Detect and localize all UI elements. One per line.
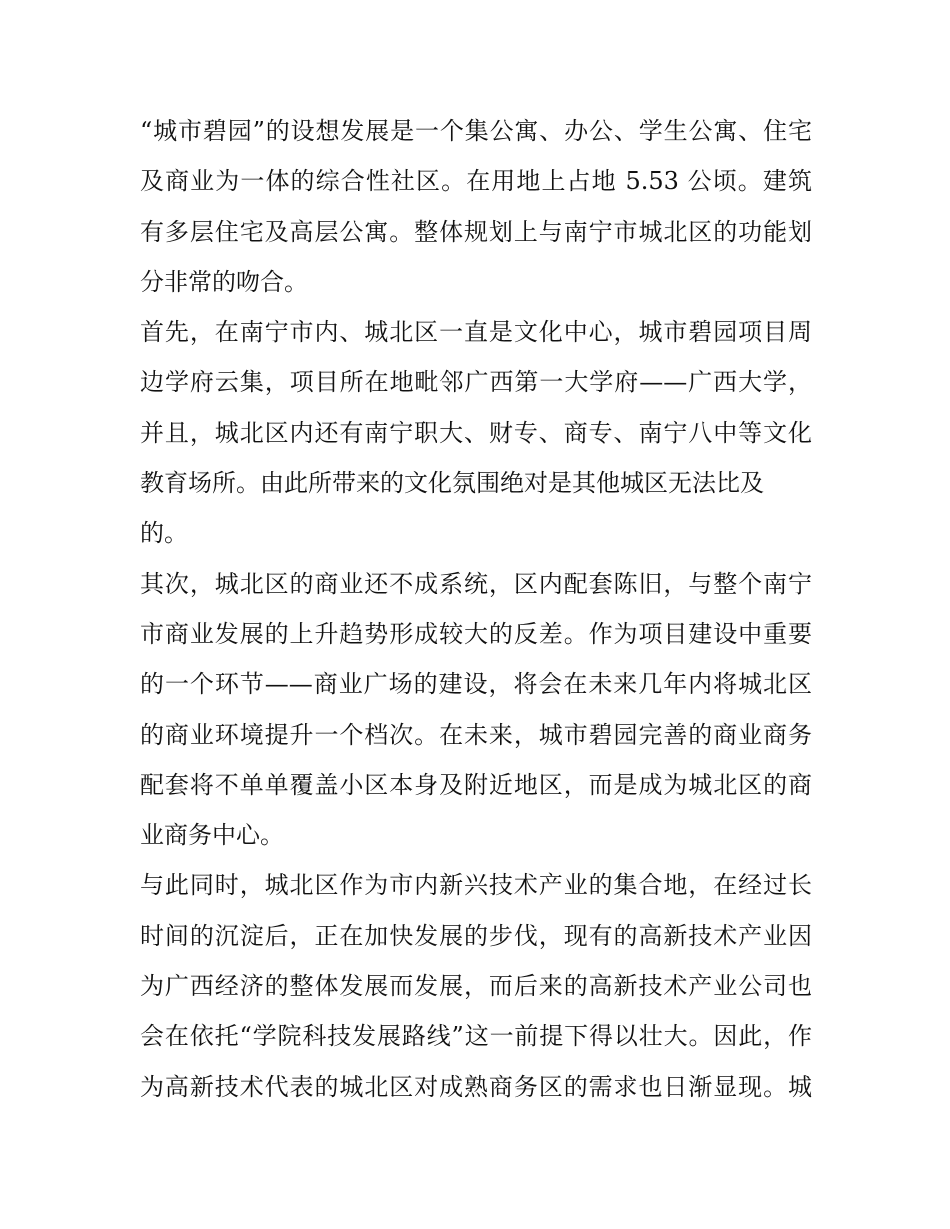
text-line: 配套将不单单覆盖小区本身及附近地区，而是成为城北区的商	[140, 770, 812, 799]
text-line: 市商业发展的上升趋势形成较大的反差。作为项目建设中重要	[140, 619, 812, 648]
text-line: 边学府云集，项目所在地毗邻广西第一大学府——广西大学，	[140, 368, 812, 397]
text-line: 与此同时，城北区作为市内新兴技术产业的集合地，在经过长	[140, 871, 812, 900]
text-line: 业商务中心。	[140, 821, 284, 850]
document-body	[140, 106, 812, 1112]
text-line: 的一个环节——商业广场的建设，将会在未来几年内将城北区	[140, 670, 812, 699]
text-line: 分非常的吻合。	[140, 267, 308, 296]
paragraph-3	[140, 559, 812, 861]
text-line: 并且，城北区内还有南宁职大、财专、商专、南宁八中等文化	[140, 418, 812, 447]
text-line: 教育场所。由此所带来的文化氛围绝对是其他城区无法比及	[140, 469, 764, 498]
text-line: 其次，城北区的商业还不成系统，区内配套陈旧，与整个南宁	[140, 569, 812, 598]
text-line: 首先，在南宁市内、城北区一直是文化中心，城市碧园项目周	[140, 318, 812, 347]
text-line: 及商业为一体的综合性社区。在用地上占地 5.53 公顷。建筑	[140, 167, 812, 196]
paragraph-2	[140, 307, 812, 558]
text-line: 有多层住宅及高层公寓。整体规划上与南宁市城北区的功能划	[140, 217, 812, 246]
text-line: 为广西经济的整体发展而发展，而后来的高新技术产业公司也	[140, 972, 812, 1001]
text-line: “城市碧园”的设想发展是一个集公寓、办公、学生公寓、住宅	[140, 117, 812, 145]
paragraph-1	[140, 106, 812, 307]
text-line: 会在依托“学院科技发展路线”这一前提下得以壮大。因此，作	[140, 1022, 812, 1051]
text-line: 的商业环境提升一个档次。在未来，城市碧园完善的商业商务	[140, 720, 812, 749]
text-line: 为高新技术代表的城北区对成熟商务区的需求也日渐显现。城	[140, 1072, 812, 1101]
paragraph-4	[140, 860, 812, 1111]
text-line: 的。	[140, 519, 188, 548]
text-line: 时间的沉淀后，正在加快发展的步伐，现有的高新技术产业因	[140, 921, 812, 950]
